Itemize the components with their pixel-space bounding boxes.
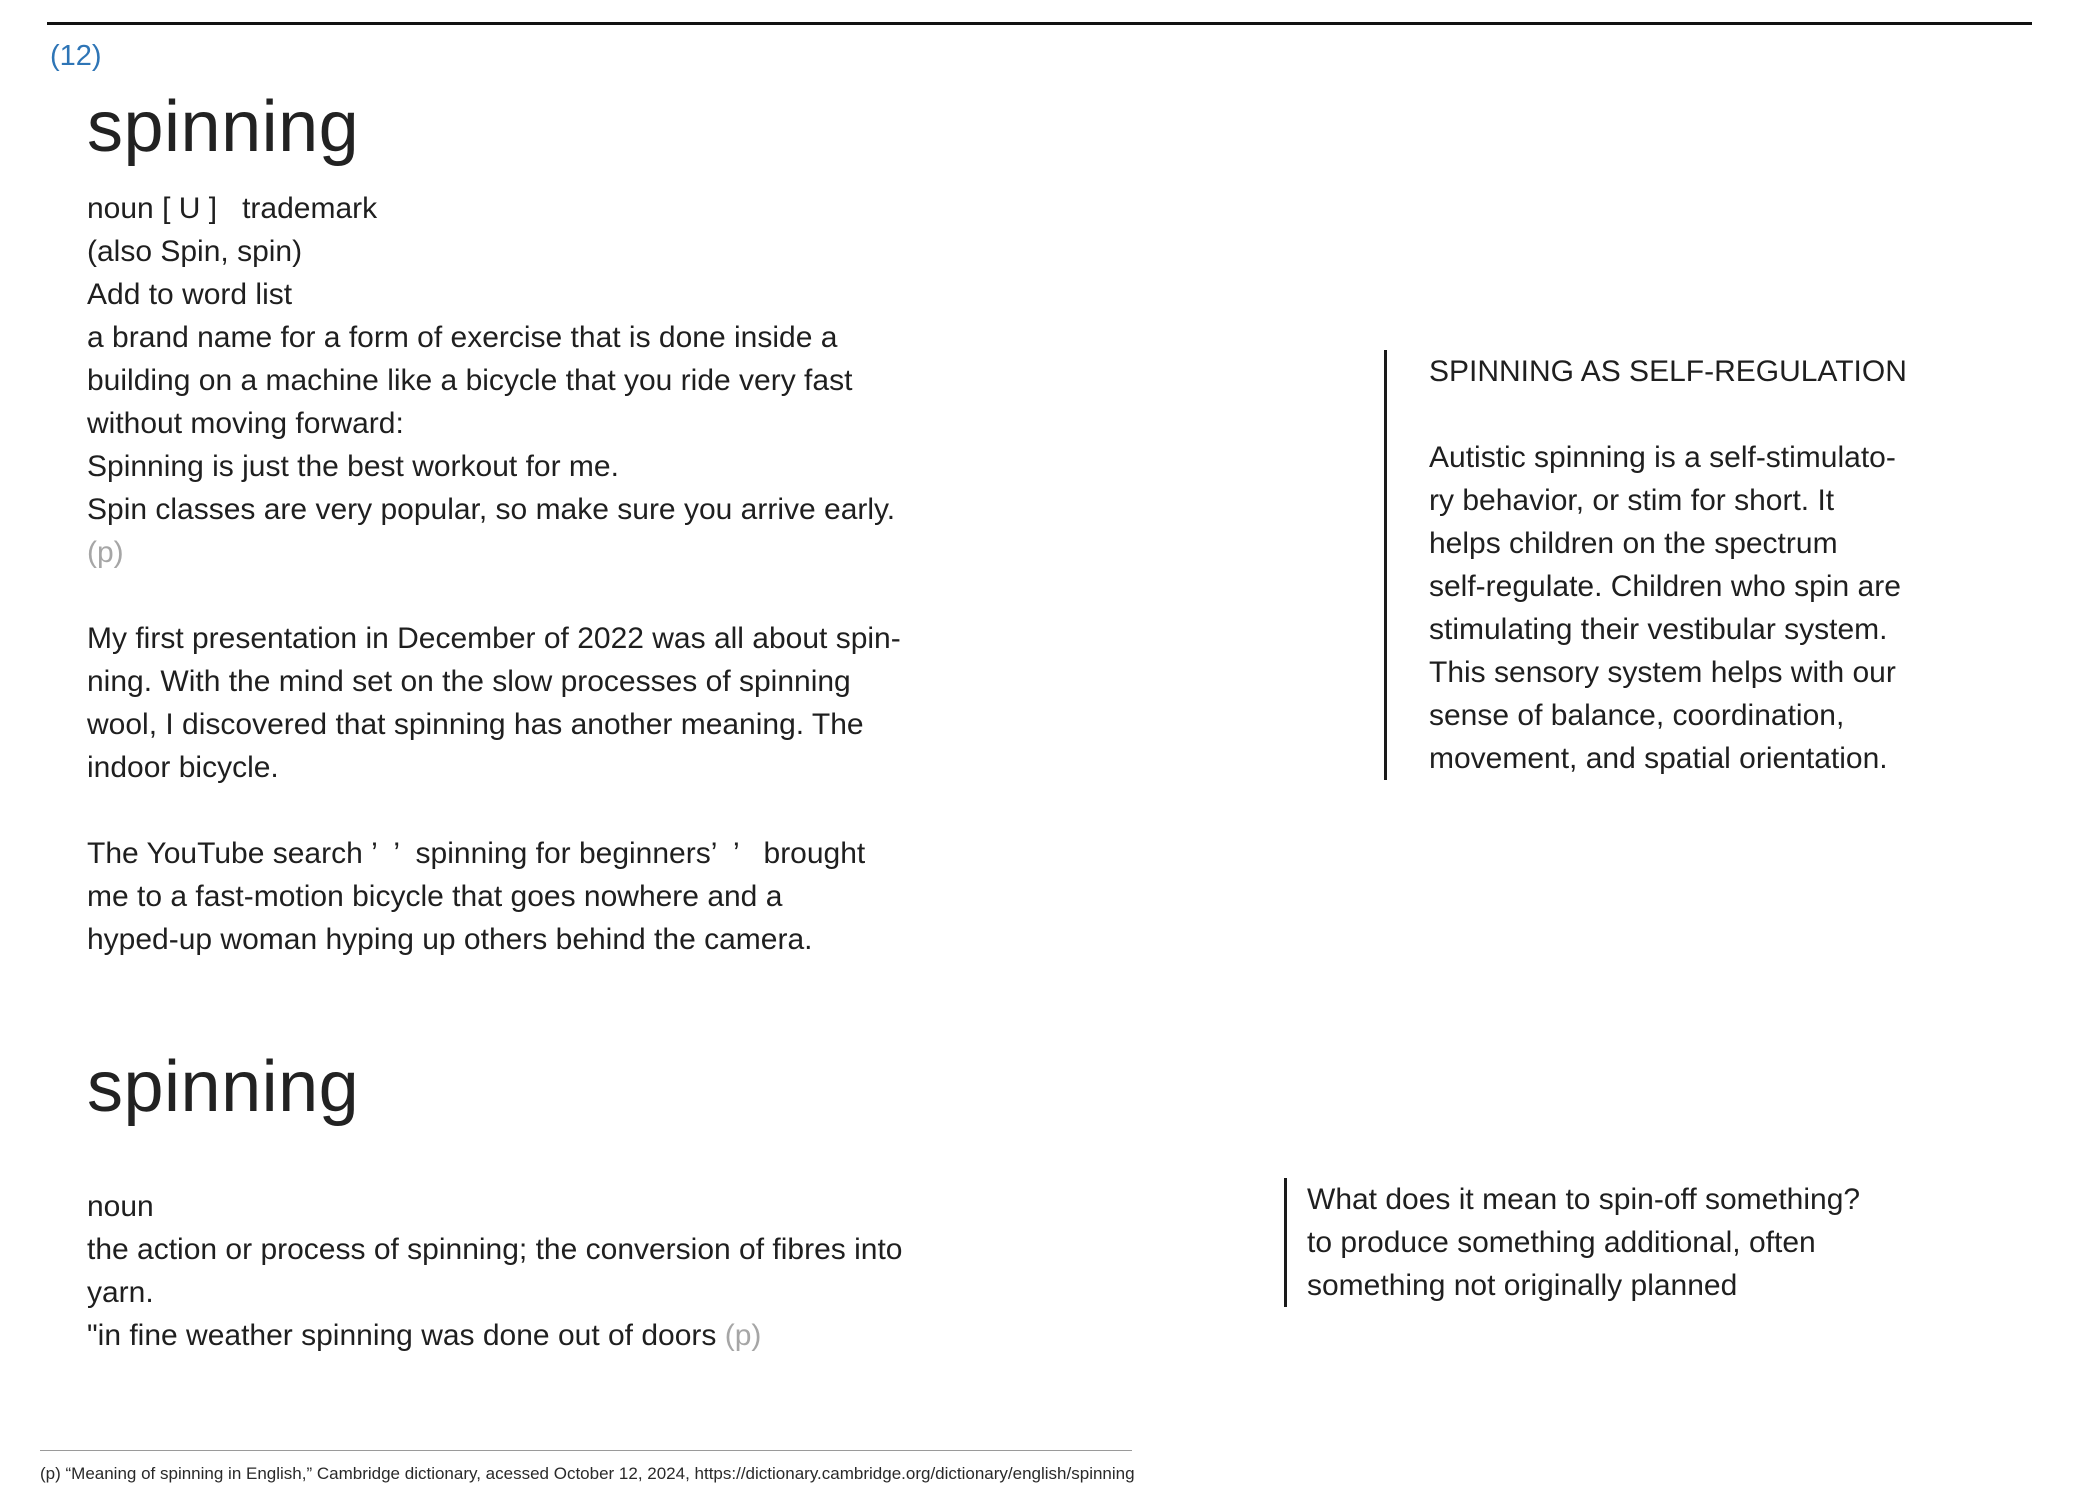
- definition-line: a brand name for a form of exercise that is done inside a: [87, 321, 838, 355]
- sidebar-body-line: sense of balance, coordination,: [1429, 699, 1845, 732]
- body-line: indoor bicycle.: [87, 751, 279, 785]
- body-line: hyped-up woman hyping up others behind the camera.: [87, 923, 813, 957]
- headword-2: spinning: [87, 1047, 360, 1127]
- body-line: The YouTube search ’ ’ spinning for beginners’ ’ brought: [87, 837, 866, 871]
- sidebar-spin-off: [1284, 1178, 2007, 1307]
- body-line: ning. With the mind set on the slow processes of spinning: [87, 665, 851, 699]
- definition-line: building on a machine like a bicycle that you ride very fast: [87, 364, 853, 398]
- sidebar-self-regulation: [1384, 350, 2029, 780]
- sidebar-answer-line: something not originally planned: [1307, 1269, 1738, 1302]
- definition-line: yarn.: [87, 1276, 154, 1310]
- variants-line: (also Spin, spin): [87, 235, 303, 269]
- example-line: [87, 1314, 1177, 1357]
- dictionary-entry-1: [87, 88, 1177, 961]
- example-text: "in fine weather spinning was done out of doors: [87, 1319, 717, 1353]
- headword-1: spinning: [87, 87, 360, 167]
- definition-line: the action or process of spinning; the conversion of fibres into: [87, 1233, 903, 1267]
- sidebar-body-line: stimulating their vestibular system.: [1429, 613, 1888, 646]
- footnote-divider: [40, 1450, 1132, 1451]
- example-line: Spin classes are very popular, so make sure you arrive early.: [87, 493, 896, 527]
- sidebar-question-line: What does it mean to spin-off something?: [1307, 1183, 1861, 1216]
- sidebar-body-line: helps children on the spectrum: [1429, 527, 1838, 560]
- citation-mark: (p): [724, 1319, 762, 1353]
- grammar-line: noun: [87, 1190, 154, 1224]
- footnote-citation: (p) “Meaning of spinning in English,” Cambridge dictionary, acessed October 12, 2024, https://dictionary.cambridge.org/dictionary/english/spinning: [40, 1464, 1135, 1483]
- sidebar-spacer: [1429, 393, 2029, 436]
- citation-mark: (p): [87, 536, 124, 570]
- body-line: My first presentation in December of 2022 was all about spin-: [87, 622, 901, 656]
- dictionary-entry-2: [87, 1048, 1177, 1357]
- example-line: Spinning is just the best workout for me.: [87, 450, 619, 484]
- sidebar-body-line: ry behavior, or stim for short. It: [1429, 484, 1835, 517]
- grammar-line: noun [ U ] trademark: [87, 192, 378, 226]
- sidebar-answer-line: to produce something additional, often: [1307, 1226, 1816, 1259]
- word-list-line: Add to word list: [87, 278, 293, 312]
- paragraph-1: [87, 617, 1177, 789]
- body-line: wool, I discovered that spinning has another meaning. The: [87, 708, 864, 742]
- page-number: (12): [50, 40, 102, 72]
- sidebar-body-line: This sensory system helps with our: [1429, 656, 1896, 689]
- sidebar-title: SPINNING AS SELF-REGULATION: [1429, 355, 1907, 388]
- sidebar-body-line: Autistic spinning is a self-stimulato-: [1429, 441, 1896, 474]
- sidebar-body-line: self-regulate. Children who spin are: [1429, 570, 1901, 603]
- paragraph-2: [87, 832, 1177, 961]
- sidebar-body-line: movement, and spatial orientation.: [1429, 742, 1888, 775]
- body-line: me to a fast-motion bicycle that goes nowhere and a: [87, 880, 783, 914]
- definition-line: without moving forward:: [87, 407, 404, 441]
- top-divider: [47, 22, 2032, 25]
